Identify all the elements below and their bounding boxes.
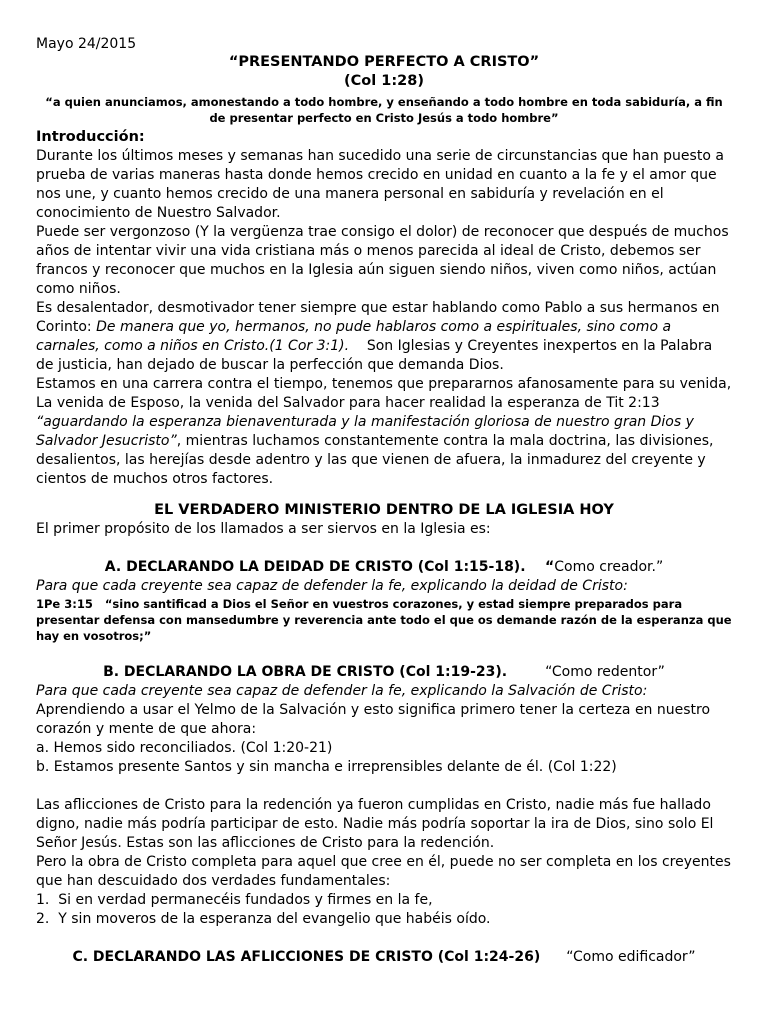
point-b-title: B. DECLARANDO LA OBRA DE CRISTO (Col 1:19-23). bbox=[103, 664, 508, 680]
document-date: Mayo 24/2015 bbox=[36, 36, 137, 52]
point-a-verse: “sino santificad a Dios el Señor en vuestros corazones, y estad siempre preparados para presentar defensa con mansedumbre y reverencia ante todo el que os demande razón de la esperanza que hay en vosotros;” bbox=[36, 597, 736, 643]
point-a-verse-block bbox=[36, 596, 736, 644]
section-title: EL VERDADERO MINISTERIO DENTRO DE LA IGLESIA HOY bbox=[154, 502, 614, 518]
intro-paragraph-4 bbox=[36, 375, 732, 489]
intro-p4-quote: “aguardando la esperanza bienaventurada y la manifestación gloriosa de nuestro gran Dios y Salvador Jesucristo” bbox=[36, 414, 694, 449]
point-b-heading bbox=[36, 663, 732, 682]
point-b-item-a: a. Hemos sido reconciliados. (Col 1:20-21) bbox=[36, 740, 333, 756]
epigraph-verse: “a quien anunciamos, amonestando a todo hombre, y enseñando a todo hombre en toda sabiduría, a fin de presentar perfecto en Cristo Jesús a todo hombre” bbox=[45, 95, 723, 125]
intro-paragraph-3 bbox=[36, 299, 732, 375]
point-b-item-b: b. Estamos presente Santos y sin mancha e irreprensibles delante de él. (Col 1:22) bbox=[36, 759, 617, 775]
document-title: “PRESENTANDO PERFECTO A CRISTO” bbox=[228, 54, 540, 70]
point-b-list-item-2: 2. Y sin moveros de la esperanza del evangelio que habéis oído. bbox=[36, 911, 491, 927]
point-c-tag: “Como edificador” bbox=[566, 949, 696, 965]
point-a-title: A. DECLARANDO LA DEIDAD DE CRISTO (Col 1:15-18). “ bbox=[104, 559, 555, 575]
point-c-heading bbox=[36, 948, 732, 967]
intro-paragraph-2: Puede ser vergonzoso (Y la vergüenza trae consigo el dolor) de reconocer que después de muchos años de intentar vivir una vida cristiana más o menos parecida al ideal de Cristo, debemos ser francos y reconocer que muchos en la Iglesia aún siguen siendo niños, viven como niños, actúan como niños. bbox=[36, 224, 729, 297]
point-a-tag: Como creador.” bbox=[554, 559, 664, 575]
point-b-paragraph-3: Pero la obra de Cristo completa para aquel que cree en él, puede no ser completa en los creyentes que han descuidado dos verdades fundamentales: bbox=[36, 854, 731, 889]
intro-p3-text-b: Son Iglesias y Creyentes inexpertos en la Palabra de justicia, han dejado de buscar la perfección que demanda Dios. bbox=[36, 338, 717, 373]
point-b-list-item-1: 1. Si en verdad permanecéis fundados y firmes en la fe, bbox=[36, 892, 433, 908]
point-a-note: Para que cada creyente sea capaz de defender la fe, explicando la deidad de Cristo: bbox=[36, 578, 628, 594]
point-b-note: Para que cada creyente sea capaz de defender la fe, explicando la Salvación de Cristo: bbox=[36, 683, 648, 699]
intro-p3-text-a: Es desalentador, desmotivador tener siempre que estar hablando como Pablo a sus hermanos en Corinto: bbox=[36, 300, 720, 335]
point-c-title: C. DECLARANDO LAS AFLICCIONES DE CRISTO (Col 1:24-26) bbox=[72, 949, 541, 965]
intro-p3-quote: De manera que yo, hermanos, no pude hablaros como a espirituales, sino como a carnales, como a niños en Cristo.(1 Cor 3:1). bbox=[36, 319, 672, 354]
title-reference: (Col 1:28) bbox=[344, 73, 424, 89]
point-b-paragraph-1: Aprendiendo a usar el Yelmo de la Salvación y esto significa primero tener la certeza en nuestro corazón y mente de que ahora: bbox=[36, 702, 711, 737]
intro-heading: Introducción: bbox=[36, 129, 145, 145]
intro-paragraph-1: Durante los últimos meses y semanas han sucedido una serie de circunstancias que han puesto a prueba de varias maneras hasta donde hemos crecido en unidad en cuanto a la fe y el amor que nos une, y cuanto hemos crecido de una manera personal en sabiduría y revelación en el conocimiento de Nuestro Salvador. bbox=[36, 148, 724, 221]
point-b-paragraph-2: Las aflicciones de Cristo para la redención ya fueron cumplidas en Cristo, nadie más fue hallado digno, nadie más podría participar de esto. Nadie más podría soportar la ira de Dios, sino solo El Señor Jesús. Estas son las aflicciones de Cristo para la redención. bbox=[36, 797, 714, 851]
point-a-ref: 1Pe 3:15 bbox=[36, 597, 93, 611]
intro-p4-text-b: , mientras luchamos constantemente contra la mala doctrina, las divisiones, desalientos, las herejías desde adentro y las que vienen de afuera, la inmadurez del creyente y cientos de muchos otros factores. bbox=[36, 433, 714, 487]
section-intro: El primer propósito de los llamados a ser siervos en la Iglesia es: bbox=[36, 521, 491, 537]
intro-p4-text-a: Estamos en una carrera contra el tiempo, tenemos que prepararnos afanosamente para su venida, La venida de Esposo, la venida del Salvador para hacer realidad la esperanza de Tit 2:13 bbox=[36, 376, 732, 411]
point-a-heading bbox=[36, 558, 732, 577]
point-b-tag: “Como redentor” bbox=[545, 664, 665, 680]
